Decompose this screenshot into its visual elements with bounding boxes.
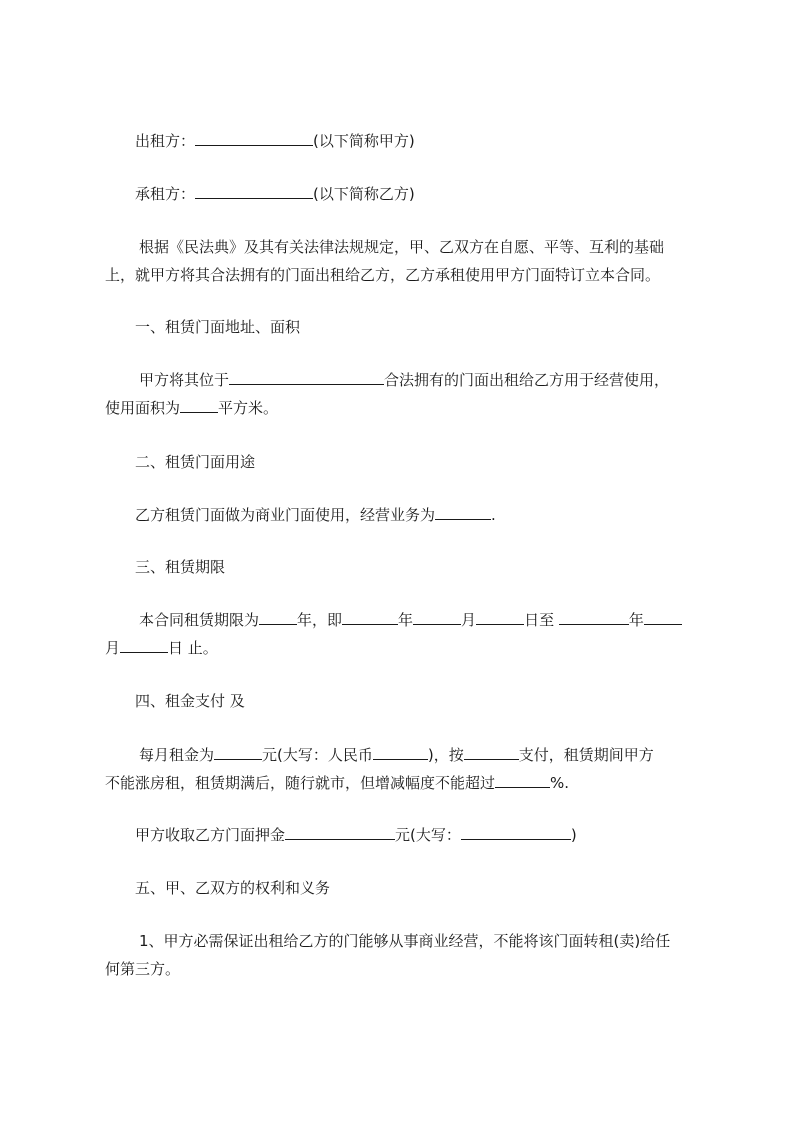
s2-text-b: . [491, 506, 496, 524]
lessee-name-field[interactable] [195, 185, 313, 199]
start-month-field[interactable] [413, 611, 461, 625]
section-4-para-line-1 [139, 746, 739, 764]
s3-text-a: 本合同租赁期限为 [139, 611, 260, 629]
address-field[interactable] [229, 371, 384, 385]
intro-line-2: 上，就甲方将其合法拥有的门面出租给乙方，乙方承租使用甲方门面特订立本合同。 [105, 266, 661, 284]
section-2-heading: 二、租赁门面用途 [135, 453, 256, 471]
end-year-field[interactable] [559, 611, 629, 625]
section-2-para [135, 506, 735, 524]
lessee-line [135, 185, 735, 203]
s4-text-e: 不能涨房租，租赁期满后，随行就市，但增减幅度不能超过 [105, 774, 496, 792]
section-4-para-line-2 [105, 774, 705, 792]
end-day-field[interactable] [120, 639, 168, 653]
business-field[interactable] [435, 506, 491, 520]
rent-words-field[interactable] [373, 746, 428, 760]
s4-text-g: 甲方收取乙方门面押金 [135, 826, 286, 844]
start-day-field[interactable] [476, 611, 524, 625]
s3-text-d: 月 [461, 611, 477, 629]
section-3-para-line-1 [139, 611, 739, 629]
deposit-words-field[interactable] [461, 826, 571, 840]
section-1-para-line-2 [105, 399, 705, 417]
s1-text-b: 合法拥有的门面出租给乙方用于经营使用， [384, 371, 670, 389]
s3-text-g: 月 [105, 639, 121, 657]
s3-text-c: 年 [398, 611, 414, 629]
payment-method-field[interactable] [464, 746, 519, 760]
lessee-label: 承租方： [135, 185, 196, 203]
max-change-field[interactable] [495, 774, 550, 788]
section-3-heading: 三、租赁期限 [135, 558, 226, 576]
s3-text-h: 日 止。 [168, 639, 218, 657]
monthly-rent-field[interactable] [214, 746, 262, 760]
section-5-item-1-line-1: 1、甲方必需保证出租给乙方的门能够从事商业经营，不能将该门面转租(卖)给任 [139, 932, 671, 950]
s1-text-d: 平方米。 [218, 399, 279, 417]
term-years-field[interactable] [259, 611, 297, 625]
s3-text-b: 年，即 [297, 611, 343, 629]
section-1-heading: 一、租赁门面地址、面积 [135, 318, 301, 336]
s4-text-d: 支付，租赁期间甲方 [518, 746, 654, 764]
s4-text-i: ) [570, 826, 577, 844]
start-year-field[interactable] [342, 611, 398, 625]
s1-text-a: 甲方将其位于 [139, 371, 230, 389]
s3-text-f: 年 [628, 611, 644, 629]
s4-text-b: 元(大写：人民币 [262, 746, 373, 764]
area-field[interactable] [180, 399, 218, 413]
section-5-heading: 五、甲、乙双方的权利和义务 [135, 879, 331, 897]
s1-text-c: 使用面积为 [105, 399, 181, 417]
s4-text-h: 元(大写： [395, 826, 461, 844]
section-1-para-line-1 [139, 371, 739, 389]
lessor-line [135, 132, 735, 150]
deposit-line [135, 826, 735, 844]
intro-line-1: 根据《民法典》及其有关法律法规规定，甲、乙双方在自愿、平等、互利的基础 [139, 238, 665, 256]
deposit-field[interactable] [285, 826, 395, 840]
section-4-heading: 四、租金支付 及 [135, 692, 245, 710]
lessee-suffix: (以下简称乙方) [313, 185, 415, 203]
section-5-item-1-line-2: 何第三方。 [105, 960, 181, 978]
s4-text-f: %. [550, 774, 570, 792]
s4-text-c: )，按 [427, 746, 464, 764]
s3-text-e: 日至 [524, 611, 555, 629]
s2-text-a: 乙方租赁门面做为商业门面使用，经营业务为 [135, 506, 436, 524]
s4-text-a: 每月租金为 [139, 746, 215, 764]
lessor-name-field[interactable] [195, 132, 313, 146]
lessor-suffix: (以下简称甲方) [313, 132, 415, 150]
lessor-label: 出租方： [135, 132, 196, 150]
end-month-field-a[interactable] [644, 611, 682, 625]
section-3-para-line-2 [105, 639, 705, 657]
